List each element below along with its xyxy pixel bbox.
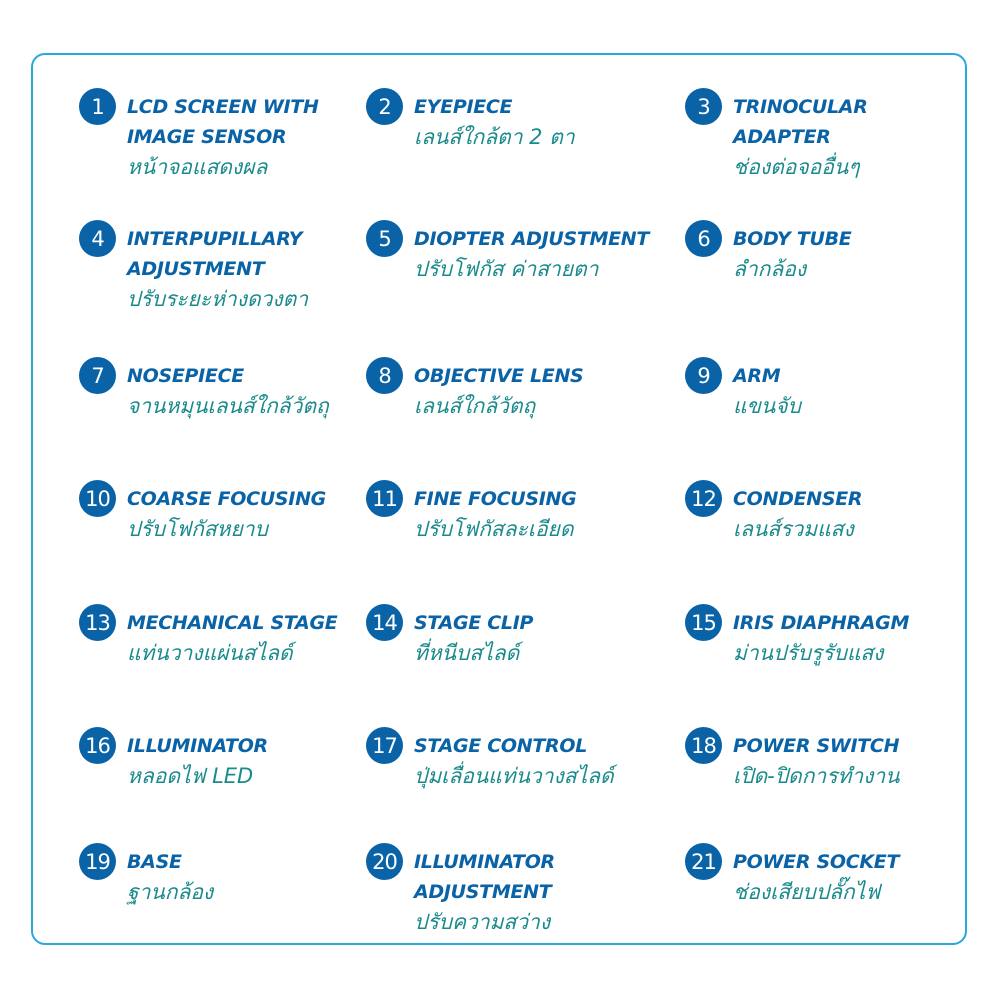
thai-label: ปรับโฟกัสละเอียด: [414, 517, 574, 541]
thai-label: ปรับระยะห่างดวงตา: [127, 287, 309, 311]
number-badge: 21: [685, 843, 722, 880]
english-label: IRIS DIAPHRAGM: [733, 612, 910, 634]
english-label: OBJECTIVE LENS: [414, 365, 584, 387]
number-badge: 17: [366, 727, 403, 764]
english-label: IMAGE SENSOR: [127, 126, 287, 148]
thai-label: จานหมุนเลนส์ใกล้วัตถุ: [127, 394, 329, 418]
number-badge: 2: [366, 88, 403, 125]
english-label: BASE: [127, 851, 182, 873]
number-badge: 13: [79, 604, 116, 641]
english-label: ADJUSTMENT: [414, 881, 552, 903]
thai-label: เปิด-ปิดการทำงาน: [733, 764, 900, 788]
english-label: ILLUMINATOR: [414, 851, 555, 873]
thai-label: ฐานกล้อง: [127, 880, 214, 904]
number-badge: 3: [685, 88, 722, 125]
english-label: ARM: [733, 365, 781, 387]
number-badge: 20: [366, 843, 403, 880]
thai-label: ปรับความสว่าง: [414, 910, 551, 934]
english-label: POWER SOCKET: [733, 851, 900, 873]
thai-label: ที่หนีบสไลด์: [414, 641, 520, 665]
number-badge: 12: [685, 480, 722, 517]
parts-legend-panel: [31, 53, 967, 945]
number-badge: 6: [685, 220, 722, 257]
english-label: TRINOCULAR: [733, 96, 868, 118]
thai-label: ปุ่มเลื่อนแท่นวางสไลด์: [414, 764, 614, 788]
english-label: DIOPTER ADJUSTMENT: [414, 228, 650, 250]
thai-label: ช่องเสียบปลั๊กไฟ: [733, 880, 881, 904]
english-label: ILLUMINATOR: [127, 735, 268, 757]
english-label: ADJUSTMENT: [127, 258, 265, 280]
number-badge: 16: [79, 727, 116, 764]
number-badge: 5: [366, 220, 403, 257]
thai-label: ช่องต่อจออื่นๆ: [733, 155, 860, 179]
number-badge: 7: [79, 357, 116, 394]
thai-label: เลนส์ใกล้วัตถุ: [414, 394, 536, 418]
english-label: EYEPIECE: [414, 96, 513, 118]
english-label: INTERPUPILLARY: [127, 228, 303, 250]
number-badge: 15: [685, 604, 722, 641]
thai-label: ปรับโฟกัส ค่าสายตา: [414, 257, 599, 281]
number-badge: 14: [366, 604, 403, 641]
number-badge: 4: [79, 220, 116, 257]
english-label: CONDENSER: [733, 488, 863, 510]
number-badge: 11: [366, 480, 403, 517]
english-label: LCD SCREEN WITH: [127, 96, 319, 118]
number-badge: 18: [685, 727, 722, 764]
thai-label: เลนส์รวมแสง: [733, 517, 854, 541]
number-badge: 8: [366, 357, 403, 394]
english-label: ADAPTER: [733, 126, 831, 148]
thai-label: เลนส์ใกล้ตา 2 ตา: [414, 125, 575, 149]
number-badge: 10: [79, 480, 116, 517]
english-label: STAGE CLIP: [414, 612, 534, 634]
english-label: POWER SWITCH: [733, 735, 900, 757]
thai-label: ปรับโฟกัสหยาบ: [127, 517, 268, 541]
english-label: NOSEPIECE: [127, 365, 244, 387]
thai-label: แท่นวางแผ่นสไลด์: [127, 641, 293, 665]
thai-label: ลำกล้อง: [733, 257, 807, 281]
thai-label: ม่านปรับรูรับแสง: [733, 641, 884, 665]
english-label: FINE FOCUSING: [414, 488, 577, 510]
number-badge: 9: [685, 357, 722, 394]
english-label: MECHANICAL STAGE: [127, 612, 338, 634]
thai-label: แขนจับ: [733, 394, 801, 418]
number-badge: 19: [79, 843, 116, 880]
english-label: COARSE FOCUSING: [127, 488, 326, 510]
number-badge: 1: [79, 88, 116, 125]
thai-label: หลอดไฟ LED: [127, 764, 254, 788]
english-label: BODY TUBE: [733, 228, 852, 250]
thai-label: หน้าจอแสดงผล: [127, 155, 268, 179]
english-label: STAGE CONTROL: [414, 735, 588, 757]
